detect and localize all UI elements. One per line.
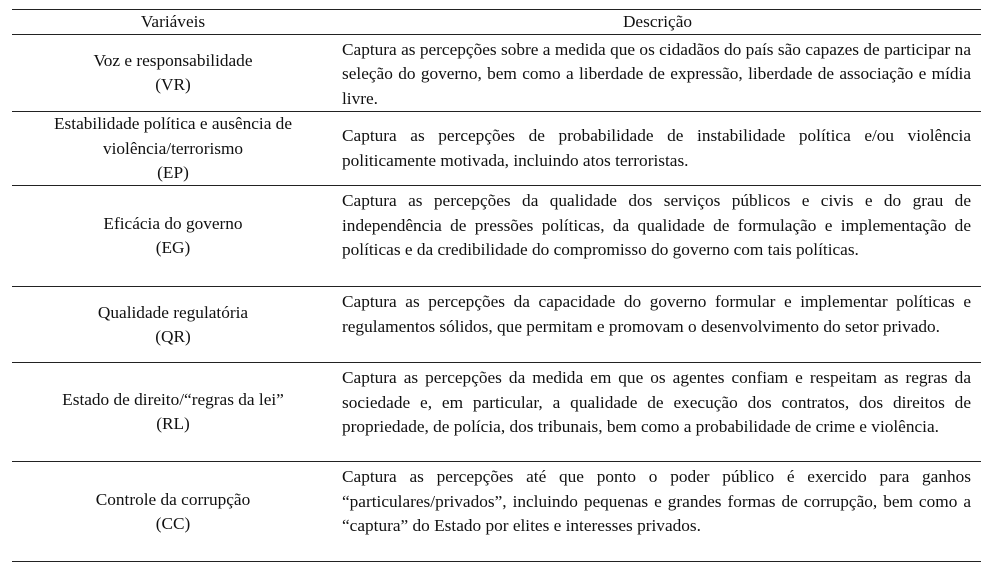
variable-description: Captura as percepções da qualidade dos serviços públicos e civis e do grau de independência de pressões políticas, da qualidade de formulação e implementação de políticas e da credibilidade do compromisso do governo com tais políticas. (342, 191, 971, 260)
variable-abbreviation: (QR) (155, 326, 191, 346)
description-cell (334, 112, 981, 186)
variable-name: Estabilidade política e ausência de violência/terrorismo (54, 114, 292, 158)
description-cell (334, 462, 981, 562)
variable-description: Captura as percepções da capacidade do governo formular e implementar políticas e regulamentos sólidos, que permitam e promovam o desenvolvimento do setor privado. (342, 292, 971, 336)
table-row (12, 462, 981, 562)
description-cell (334, 287, 981, 363)
table-row (12, 112, 981, 186)
variable-description: Captura as percepções de probabilidade de instabilidade política e/ou violência politicamente motivada, incluindo atos terroristas. (342, 126, 971, 170)
variable-cell (12, 462, 334, 562)
variable-description: Captura as percepções sobre a medida que os cidadãos do país são capazes de participar na seleção do governo, bem como a liberdade de expressão, liberdade de associação e mídia livre. (342, 40, 971, 108)
variable-abbreviation: (VR) (155, 75, 191, 95)
variable-cell (12, 186, 334, 287)
table-row (12, 287, 981, 363)
variable-name: Eficácia do governo (103, 214, 243, 234)
description-cell (334, 35, 981, 112)
variable-cell (12, 112, 334, 186)
variable-cell (12, 287, 334, 363)
variable-name: Controle da corrupção (95, 489, 251, 509)
variable-name: Estado de direito/“regras da lei” (62, 390, 284, 410)
table-header-row (12, 10, 981, 35)
table-row (12, 363, 981, 462)
description-cell (334, 363, 981, 462)
variable-description: Captura as percepções até que ponto o poder público é exercido para ganhos “particulares/privados”, incluindo pequenas e grandes formas de corrupção, bem como a “captura” do Estado por elites e interesses privados. (342, 467, 971, 536)
description-cell (334, 186, 981, 287)
variable-name: Voz e responsabilidade (93, 50, 253, 70)
header-description: Descrição (334, 10, 981, 35)
header-variables: Variáveis (12, 10, 334, 35)
governance-indicators-table (12, 9, 981, 562)
variable-cell (12, 363, 334, 462)
variable-description: Captura as percepções da medida em que os agentes confiam e respeitam as regras da sociedade e, em particular, a qualidade de execução dos contratos, dos direitos de propriedade, de polícia, dos tribunais, bem como a probabilidade de crime e violência. (342, 368, 971, 437)
table-row (12, 35, 981, 112)
variable-abbreviation: (CC) (155, 513, 191, 533)
variable-abbreviation: (RL) (156, 414, 190, 434)
variable-cell (12, 35, 334, 112)
variable-abbreviation: (EG) (155, 238, 191, 258)
variable-abbreviation: (EP) (157, 163, 189, 183)
variable-name: Qualidade regulatória (97, 302, 249, 322)
table-row (12, 186, 981, 287)
